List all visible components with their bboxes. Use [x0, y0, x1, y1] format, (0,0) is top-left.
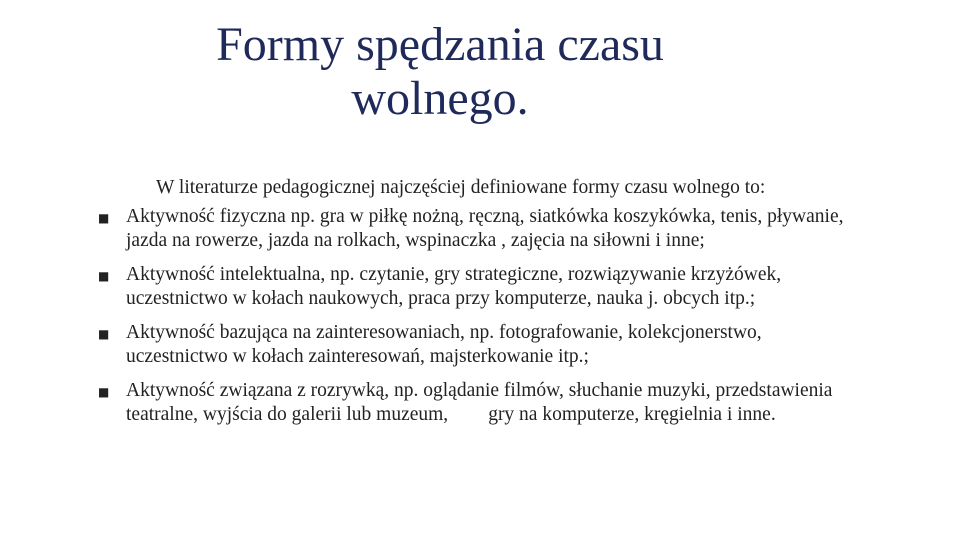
slide-title-line-2: wolnego. — [351, 72, 529, 125]
square-bullet-icon: ■ — [98, 269, 110, 283]
bullet-text: Aktywność intelektualna, np. czytanie, gry strategiczne, rozwiązywanie krzyżówek, uczestnictwo w kołach naukowych, praca przy komputerze, nauka j. obcych itp.; — [126, 264, 782, 309]
bullet-text: Aktywność bazująca na zainteresowaniach, np. fotografowanie, kolekcjonerstwo, uczestnictwo w kołach zainteresowań, majsterkowanie itp.; — [126, 322, 762, 367]
slide-title-line-1: Formy spędzania czasu — [216, 18, 664, 71]
square-bullet-icon: ■ — [98, 385, 110, 399]
intro-text: W literaturze pedagogicznej najczęściej definiowane formy czasu wolnego to: — [156, 177, 766, 198]
bullet-item-interests — [98, 321, 868, 369]
bullet-item-intellectual — [98, 263, 868, 311]
bullet-text: Aktywność fizyczna np. gra w piłkę nożną, ręczną, siatkówka koszykówka, tenis, pływanie, jazda na rowerze, jazda na rolkach, wspinaczka , zajęcia na siłowni i inne; — [126, 206, 844, 251]
square-bullet-icon: ■ — [98, 211, 110, 225]
square-bullet-icon: ■ — [98, 327, 110, 341]
bullet-item-physical — [98, 205, 868, 253]
bullet-text-part-2: gry na komputerze, kręgielnia i inne. — [488, 404, 776, 425]
bullet-item-entertainment — [98, 379, 868, 427]
slide-content — [98, 176, 868, 437]
bullet-text-part-1: Aktywność związana z rozrywką, np. oglądanie filmów, słuchanie muzyki, przedstawienia teatralne, wyjścia do galerii lub muzeum, — [126, 380, 833, 425]
bullet-list — [98, 205, 868, 427]
slide-title — [130, 18, 750, 126]
